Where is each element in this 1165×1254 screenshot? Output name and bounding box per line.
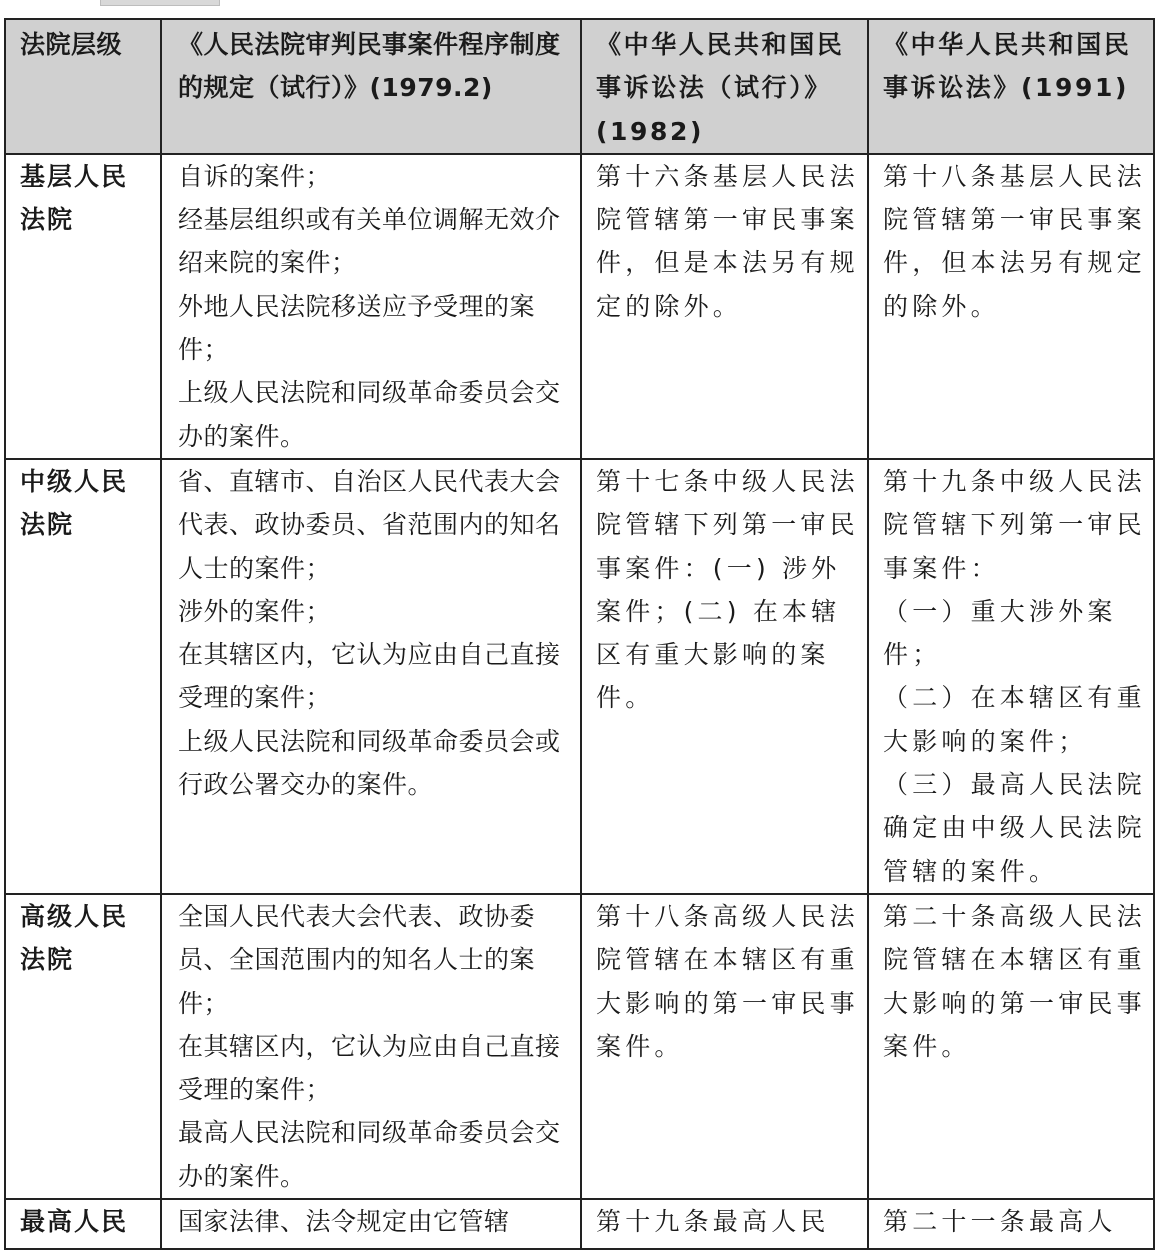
rule-item: 上级人民法院和同级革命委员会交办的案件。 [178,378,561,451]
law-1991-cell [868,1199,1154,1249]
court-level-cell: 中级人民法院 [5,459,161,894]
court-level-cell: 最高人民 [5,1199,161,1249]
rule-item: 外地人民法院移送应予受理的案件； [178,291,536,365]
rule-item: 上级人民法院和同级革命委员会或行政公署交办的案件。 [178,726,561,800]
rule-item: 全国人民代表大会代表、政协委员、全国范围内的知名人士的案件； [178,901,536,1018]
law-1982-cell: 第十八条高级人民法院管辖在本辖区有重大影响的第一审民事案件。 [581,894,868,1199]
table-header-row [5,19,1154,154]
court-jurisdiction-table [4,18,1155,1250]
header-cell-1982-law: 《中华人民共和国民事诉讼法（试行）》(1982) [581,19,868,154]
table-row-basic-court [5,154,1154,459]
rules-1979-cell [161,154,581,459]
table-row-high-court [5,894,1154,1199]
rules-1979-cell [161,1199,581,1249]
law-1991-cell [868,154,1154,459]
law-item: 第十八条基层人民法院管辖第一审民事案件，但本法另有规定的除外。 [883,161,1146,321]
rule-item: 自诉的案件； [178,161,332,191]
header-cell-1979-rules: 《人民法院审判民事案件程序制度的规定（试行）》(1979.2) [161,19,581,154]
law-item: 第二十条高级人民法院管辖在本辖区有重大影响的第一审民事案件。 [883,901,1146,1061]
court-level-cell: 高级人民法院 [5,894,161,1199]
rule-item: 省、直辖市、自治区人民代表大会代表、政协委员、省范围内的知名人士的案件； [178,466,561,583]
rules-1979-cell [161,459,581,894]
law-1982-cell: 第十七条中级人民法院管辖下列第一审民事案件：(一) 涉外案件；(二) 在本辖区有重大影响的案件。 [581,459,868,894]
law-1982-cell: 第十九条最高人民 [581,1199,868,1249]
rule-item: 在其辖区内，它认为应由自己直接受理的案件； [178,1031,561,1105]
court-level-cell: 基层人民法院 [5,154,161,459]
law-1982-cell: 第十六条基层人民法院管辖第一审民事案件，但是本法另有规定的除外。 [581,154,868,459]
header-cell-court-level: 法院层级 [5,19,161,154]
table-row-intermediate-court [5,459,1154,894]
law-1991-cell [868,459,1154,894]
rule-item: 国家法律、法令规定由它管辖 [178,1207,510,1237]
rule-item: 经基层组织或有关单位调解无效介绍来院的案件； [178,205,561,278]
law-item: （二）在本辖区有重大影响的案件； [883,683,1146,756]
law-item: （三）最高人民法院确定由中级人民法院管辖的案件。 [883,770,1146,886]
header-mark [100,0,220,6]
law-item: 第二十一条最高人 [883,1207,1117,1237]
table-row-supreme-court [5,1199,1154,1249]
law-item: （一）重大涉外案件； [883,596,1117,670]
header-cell-1991-law: 《中华人民共和国民事诉讼法》(1991) [868,19,1154,154]
law-item: 第十九条中级人民法院管辖下列第一审民事案件： [883,466,1146,583]
rule-item: 涉外的案件； [178,596,332,626]
law-1991-cell [868,894,1154,1199]
rules-1979-cell [161,894,581,1199]
rule-item: 在其辖区内，它认为应由自己直接受理的案件； [178,640,561,713]
rule-item: 最高人民法院和同级革命委员会交办的案件。 [178,1118,561,1191]
